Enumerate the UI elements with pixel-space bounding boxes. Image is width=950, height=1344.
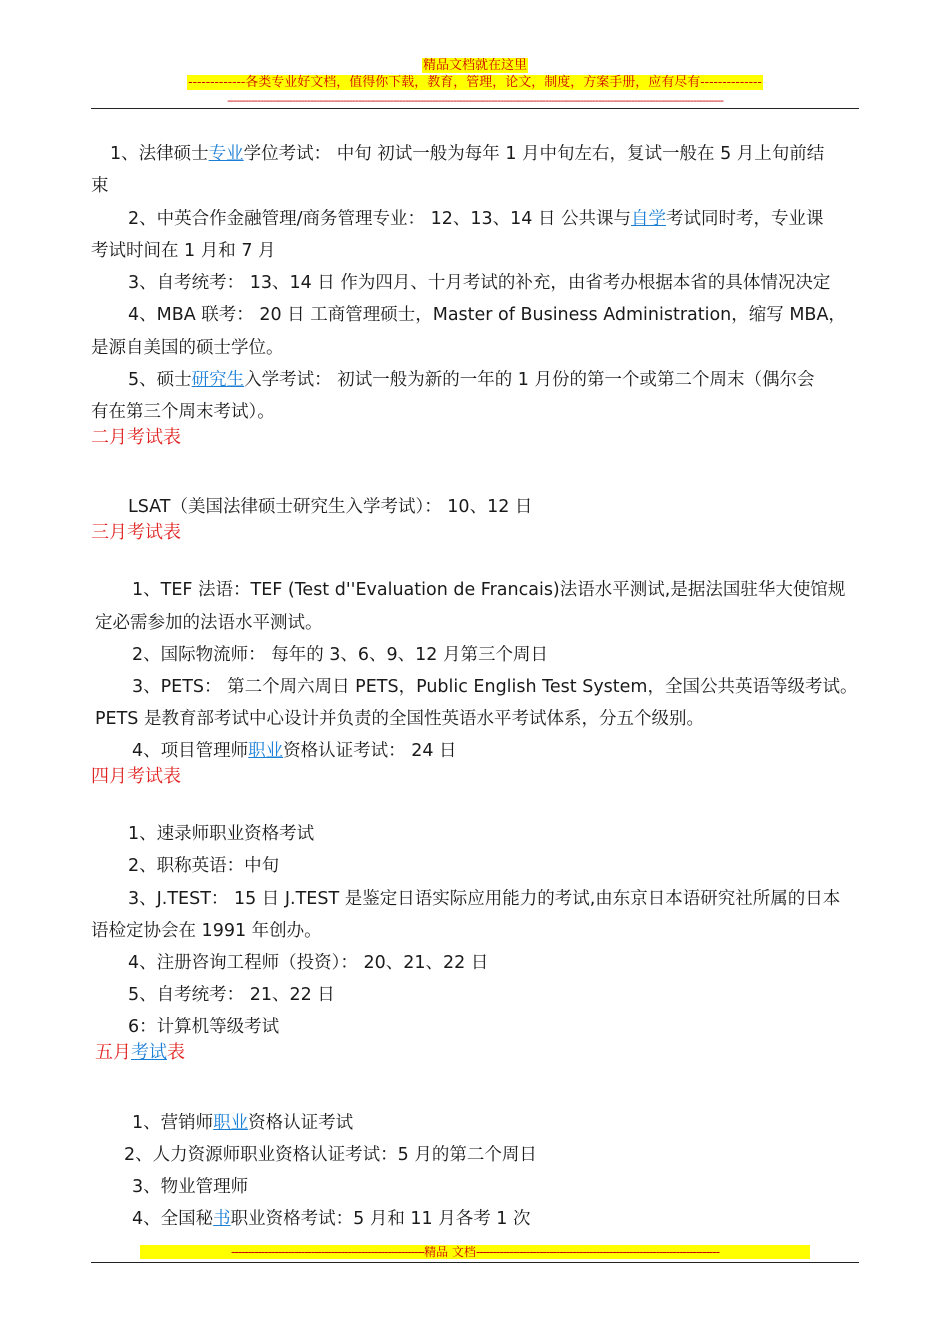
jan-item-1 [110,142,880,166]
apr-item-5: 5、自考统考： 21、22 日 [128,985,335,1005]
footer-right-dashes: ------------------------------------------------------------------------- [475,1245,720,1259]
jan-item-2-text-a: 2、中英合作金融管理/商务管理专业： 12、13、14 日 公共课与 [128,209,632,229]
jan-item-5-cont: 有在第三个周末考试）。 [91,402,275,422]
mar-item-4-text-a: 4、项目管理师 [132,741,249,761]
may-item-1 [132,1111,902,1135]
jan-item-1-text-a: 1、法律硕士 [110,144,209,164]
page-header-tagline [0,75,950,91]
jan-item-3: 3、自考统考： 13、14 日 作为四月、十月考试的补充，由省考办根据本省的具体情况决定 [128,273,831,293]
apr-item-3-cont: 语检定协会在 1991 年创办。 [91,921,322,941]
jan-item-1-text-b: 学位考试： 中旬 初试一般为每年 1 月中旬左右，复试一般在 5 月上旬前结 [243,144,825,164]
may-heading-text-b: 表 [167,1042,185,1063]
apr-item-6: 6：计算机等级考试 [128,1017,280,1037]
may-item-1-text-a: 1、营销师 [132,1113,214,1133]
apr-item-4: 4、注册咨询工程师（投资）： 20、21、22 日 [128,953,489,973]
may-item-4 [132,1207,902,1231]
link-zhuanye[interactable]: 专业 [208,144,244,164]
may-item-3: 3、物业管理师 [132,1177,249,1197]
footer-left-dashes: ---------------------------------------------------------- [230,1245,425,1259]
may-heading-text-a: 五月 [95,1042,131,1063]
mar-item-1-cont: 定必需参加的法语水平测试。 [95,613,323,633]
apr-item-1: 1、速录师职业资格考试 [128,824,315,844]
page-header-title [0,58,950,74]
apr-heading: 四月考试表 [91,766,181,787]
jan-item-1-cont: 束 [91,176,109,196]
link-zhiye-1[interactable]: 职业 [248,741,284,761]
may-item-4-text-a: 4、全国秘 [132,1209,214,1229]
apr-item-2: 2、职称英语：中旬 [128,856,280,876]
footer-label: 精品 文档 [424,1245,476,1259]
link-yanjiusheng[interactable]: 研究生 [191,370,245,390]
link-kaoshi[interactable]: 考试 [131,1042,167,1063]
may-heading [95,1041,185,1065]
feb-item-1: LSAT（美国法律硕士研究生入学考试）： 10、12 日 [128,497,533,517]
mar-item-3-cont: PETS 是教育部考试中心设计并负责的全国性英语水平考试体系，分五个级别。 [95,709,704,729]
mar-item-1: 1、TEF 法语：TEF (Test d''Evaluation de Francais)法语水平测试,是据法国驻华大使馆规 [132,580,846,600]
mar-item-3: 3、PETS： 第二个周六周日 PETS，Public English Test System，全国公共英语等级考试。 [132,677,858,697]
may-item-1-text-b: 资格认证考试 [248,1113,354,1133]
header-rule [91,108,859,109]
apr-item-3: 3、J.TEST： 15 日 J.TEST 是鉴定日语实际应用能力的考试,由东京日本语研究社所属的日本 [128,889,841,909]
link-shu[interactable]: 书 [213,1209,231,1229]
jan-item-2-cont: 考试时间在 1 月和 7 月 [91,241,276,261]
mar-heading: 三月考试表 [91,522,181,543]
jan-item-2-text-b: 考试同时考，专业课 [666,209,824,229]
link-zhiye-2[interactable]: 职业 [213,1113,249,1133]
page-footer [140,1245,810,1259]
jan-item-5-text-b: 入学考试： 初试一般为新的一年的 1 月份的第一个或第二个周末（偶尔会 [244,370,815,390]
mar-item-4 [132,739,902,763]
may-item-2: 2、人力资源师职业资格认证考试：5 月的第二个周日 [124,1145,537,1165]
footer-rule [91,1262,859,1263]
may-item-4-text-b: 职业资格考试：5 月和 11 月各考 1 次 [230,1209,531,1229]
header-tagline-text: -------------各类专业好文档，值得你下载，教育，管理，论文，制度，方案手册，应有尽有-------------- [188,75,762,90]
jan-item-4: 4、MBA 联考： 20 日 工商管理硕士，Master of Business Administration，缩写 MBA， [128,305,846,325]
mar-item-2: 2、国际物流师： 每年的 3、6、9、12 月第三个周日 [132,645,548,665]
jan-item-5 [128,368,898,392]
jan-item-4-cont: 是源自美国的硕士学位。 [91,338,284,358]
feb-heading: 二月考试表 [91,427,181,448]
header-title-text: 精品文档就在这里 [422,58,527,73]
mar-item-4-text-b: 资格认证考试： 24 日 [283,741,457,761]
header-dash-line: ----------------------------------------------------------------------------------------------------------------------------------------------------------------------- [227,95,723,107]
link-zixue[interactable]: 自学 [631,209,667,229]
jan-item-5-text-a: 5、硕士 [128,370,192,390]
jan-item-2 [128,207,898,231]
